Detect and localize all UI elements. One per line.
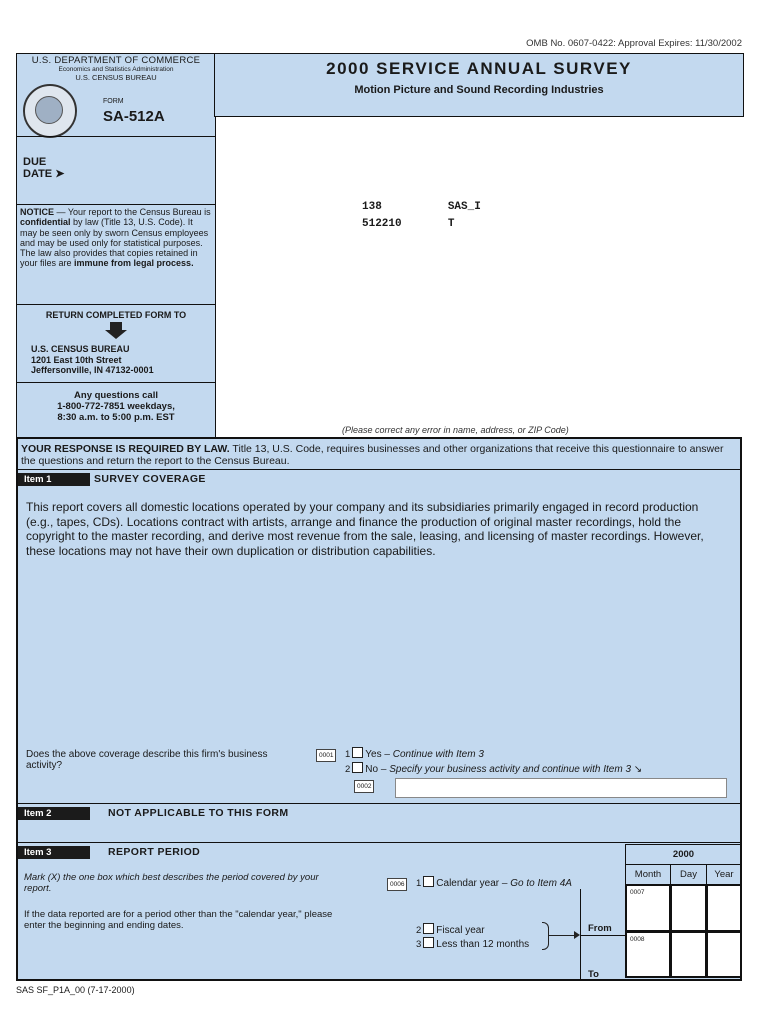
divider <box>17 204 215 205</box>
mailing-label: 138 SAS_I 512210 T <box>362 201 481 230</box>
year-header: 2000 <box>625 844 742 865</box>
legal-requirement: YOUR RESPONSE IS REQUIRED BY LAW. Title 13, U.S. Code, requires businesses and other organizations that receive this questionnaire to answer the questions and return the report to the Census Bureau. <box>21 443 724 467</box>
no-checkbox[interactable] <box>352 762 363 773</box>
divider <box>17 304 215 305</box>
divider <box>17 136 215 137</box>
survey-title: 2000 SERVICE ANNUAL SURVEY <box>326 59 632 78</box>
coverage-description: This report covers all domestic locations operated by your company and its subsidiaries primarily engaged in record production (e.g., tapes, CDs). Locations contract with artists, arrange and finance the production of original master recordings, hold the copyright to the master recording, and derive most revenue from the sale, leasing, and licensing of master recordings. However, these locations may not have their own duplication or distribution capabilities. <box>26 500 704 558</box>
bracket-icon <box>542 922 549 950</box>
item3-tag: Item 3 <box>18 846 90 859</box>
item2-tag: Item 2 <box>18 807 90 820</box>
period-instruction: Mark (X) the one box which best describes the period covered by your report. <box>24 872 319 894</box>
questions-contact: Any questions call 1-800-772-7851 weekdays, 8:30 a.m. to 5:00 p.m. EST <box>57 390 175 423</box>
survey-subtitle: Motion Picture and Sound Recording Industries <box>354 84 604 96</box>
date-grid <box>625 844 742 980</box>
to-label: To <box>588 969 599 980</box>
from-month-field[interactable] <box>625 884 671 932</box>
correction-note: (Please correct any error in name, address, or ZIP Code) <box>342 425 569 435</box>
agency-panel <box>16 53 216 439</box>
from-to-column <box>580 889 626 981</box>
divider <box>18 469 740 470</box>
form-footer-id: SAS SF_P1A_00 (7-17-2000) <box>16 985 135 995</box>
item-code: 0006 <box>387 878 407 891</box>
arrow-icon <box>549 935 577 936</box>
administration-name: Economics and Statistics Administration <box>58 66 174 73</box>
department-seal-icon <box>23 84 77 138</box>
agency-header <box>17 54 215 82</box>
survey-header <box>214 53 744 117</box>
item1-title: SURVEY COVERAGE <box>94 473 206 485</box>
bureau-name: U.S. CENSUS BUREAU <box>75 73 157 82</box>
to-month-field[interactable] <box>625 931 671 978</box>
to-year-field[interactable] <box>706 931 742 978</box>
option-calendar-year[interactable]: 1 Calendar year – Go to Item 4A <box>416 878 572 889</box>
divider <box>17 382 215 383</box>
less-than-12-checkbox[interactable] <box>423 937 434 948</box>
coverage-question: Does the above coverage describe this firm's business activity? <box>26 749 268 771</box>
department-name: U.S. DEPARTMENT OF COMMERCE <box>31 55 201 66</box>
form-label: FORM <box>103 98 124 105</box>
to-day-field[interactable] <box>670 931 707 978</box>
form-number: SA-512A <box>103 108 165 125</box>
fiscal-year-checkbox[interactable] <box>423 923 434 934</box>
item-code: 0008 <box>630 936 645 943</box>
due-date-label: DUE DATE ➤ <box>23 156 65 180</box>
return-label: RETURN COMPLETED FORM TO <box>45 310 187 320</box>
day-header: Day <box>670 864 707 885</box>
month-header: Month <box>625 864 671 885</box>
item3-title: REPORT PERIOD <box>108 846 201 858</box>
pointer-icon: ➤ <box>55 168 65 180</box>
return-address: U.S. CENSUS BUREAU 1201 East 10th Street Jeffersonville, IN 47132-0001 <box>31 344 154 375</box>
item1-tag: Item 1 <box>18 473 90 486</box>
arrow-icon: ↘ <box>633 764 643 775</box>
from-label: From <box>588 923 612 934</box>
business-activity-field[interactable] <box>395 778 727 798</box>
option-less-than-12-months[interactable]: 3 Less than 12 months <box>416 939 530 950</box>
yr-header: Year <box>706 864 742 885</box>
option-fiscal-year[interactable]: 2 Fiscal year <box>416 925 485 936</box>
yes-checkbox[interactable] <box>352 747 363 758</box>
item2-title: NOT APPLICABLE TO THIS FORM <box>108 807 289 819</box>
option-yes[interactable]: 1 Yes – Continue with Item 3 <box>345 749 484 760</box>
divider <box>581 935 626 936</box>
from-day-field[interactable] <box>670 884 707 932</box>
from-year-field[interactable] <box>706 884 742 932</box>
confidentiality-notice: NOTICE — Your report to the Census Bureau is confidential by law (Title 13, U.S. Code). It may be seen only by sworn Census employees and may be used only for statistical purposes. The law also provides that copies retained in your files are immune from legal process. <box>20 207 211 269</box>
divider <box>18 803 740 804</box>
option-no[interactable]: 2 No – Specify your business activity and continue with Item 3 ↘ <box>345 764 643 775</box>
down-arrow-icon-head <box>105 330 127 339</box>
divider <box>18 842 740 843</box>
item-code: 0002 <box>354 780 374 793</box>
item-code: 0007 <box>630 889 645 896</box>
questionnaire-body <box>16 437 742 981</box>
period-instruction-2: If the data reported are for a period other than the "calendar year," please enter the beginning and ending dates. <box>24 909 333 931</box>
calendar-year-checkbox[interactable] <box>423 876 434 887</box>
omb-number: OMB No. 0607-0422: Approval Expires: 11/30/2002 <box>526 38 742 49</box>
down-arrow-icon <box>110 322 122 330</box>
item-code: 0001 <box>316 749 336 762</box>
